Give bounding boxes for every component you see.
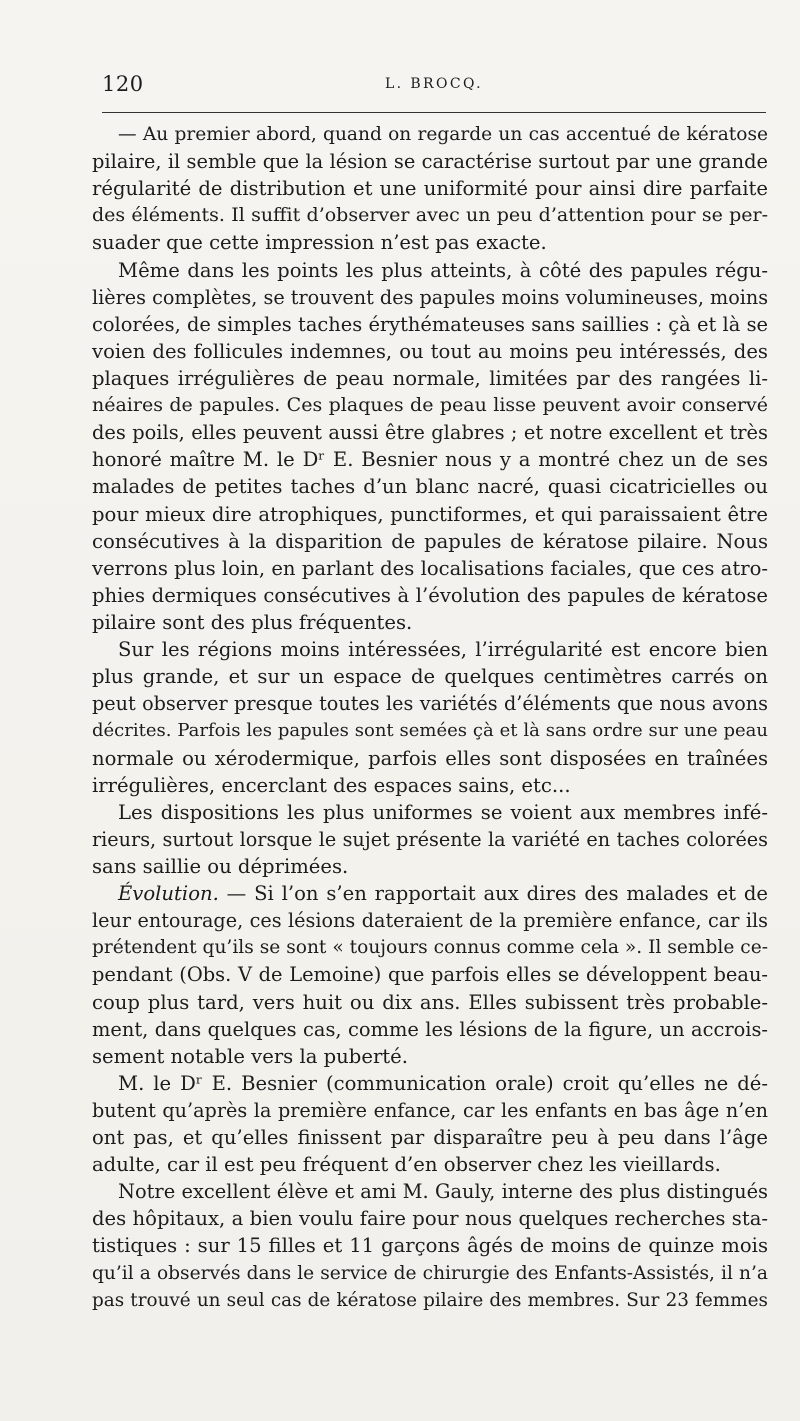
text-line: Notre excellent élève et ami M. Gauly, interne des plus distingués <box>118 1180 768 1204</box>
text-line: néaires de papules. Ces plaques de peau lisse peuvent avoir conservé <box>92 394 768 417</box>
text-line: lières complètes, se trouvent des papules moins volumineuses, moins <box>92 285 769 309</box>
text-line: régularité de distribution et une uniformité pour ainsi dire parfaite <box>92 177 768 201</box>
text-line: coup plus tard, vers huit ou dix ans. Elles subissent très probable- <box>92 990 768 1014</box>
text-line: adulte, car il est peu fréquent d’en observer chez les vieillards. <box>92 1153 721 1177</box>
text-line: décrites. Parfois les papules sont semées çà et là sans ordre sur une peau <box>92 720 768 742</box>
text-line: Sur les régions moins intéressées, l’irrégularité est encore bien <box>118 638 768 662</box>
text-line: irrégulières, encerclant des espaces sains, etc... <box>92 773 571 797</box>
text-line: pour mieux dire atrophiques, punctiformes, et qui paraissaient être <box>92 502 768 526</box>
text-line: des poils, elles peuvent aussi être glabres ; et notre excellent et très <box>92 421 768 445</box>
text-line: peut observer presque toutes les variétés d’éléments que nous avons <box>92 692 768 716</box>
text-line: tistiques : sur 15 filles et 11 garçons âgés de moins de quinze mois <box>92 1234 768 1258</box>
text-line: normale ou xérodermique, parfois elles sont disposées en traînées <box>92 746 768 770</box>
text-line: pendant (Obs. V de Lemoine) que parfois elles se développent beau- <box>92 963 768 987</box>
text-line: prétendent qu’ils se sont « toujours connus comme cela ». Il semble ce- <box>92 937 768 959</box>
text-line: rieurs, surtout lorsque le sujet présente la variété en taches colorées <box>92 827 768 851</box>
text-line: Les dispositions les plus uniformes se voient aux membres infé- <box>118 800 768 824</box>
text-line: ont pas, et qu’elles finissent par disparaître peu à peu dans l’âge <box>92 1126 768 1150</box>
text-line: butent qu’après la première enfance, car les enfants en bas âge n’en <box>92 1098 768 1122</box>
text-line: pilaire, il semble que la lésion se caractérise surtout par une grande <box>92 150 768 174</box>
text-line: sans saillie ou déprimées. <box>92 854 349 878</box>
header-rule <box>102 112 766 113</box>
body-text <box>92 121 768 1314</box>
text-line: malades de petites taches d’un blanc nacré, quasi cicatricielles ou <box>92 475 768 499</box>
text-line: — Au premier abord, quand on regarde un cas accentué de kératose <box>118 124 768 145</box>
text-line: pilaire sont des plus fréquentes. <box>92 610 413 634</box>
text-line: Évolution. — Si l’on s’en rapportait aux dires des malades et de <box>118 882 768 906</box>
text-line: leur entourage, ces lésions dateraient de la première enfance, car ils <box>92 909 768 933</box>
text-line: M. le Dʳ E. Besnier (communication orale) croit qu’elles ne dé- <box>118 1071 768 1095</box>
text-line: suader que cette impression n’est pas exacte. <box>92 231 547 255</box>
text-line: colorées, de simples taches érythémateuses sans saillies : çà et là se <box>92 312 768 336</box>
text-line: plaques irrégulières de peau normale, limitées par des rangées li- <box>92 366 768 390</box>
text-line: des hôpitaux, a bien voulu faire pour nous quelques recherches sta- <box>92 1207 768 1231</box>
text-line: pas trouvé un seul cas de kératose pilaire des membres. Sur 23 femmes <box>92 1289 768 1311</box>
text-line: consécutives à la disparition de papules de kératose pilaire. Nous <box>92 529 768 553</box>
section-heading: Évolution. <box>118 882 219 906</box>
text-line: plus grande, et sur un espace de quelques centimètres carrés on <box>92 665 768 689</box>
text-line: des éléments. Il suffit d’observer avec un peu d’attention pour se per- <box>92 204 768 227</box>
running-title: L. BROCQ. <box>384 76 484 92</box>
text-line: verrons plus loin, en parlant des localisations faciales, que ces atro- <box>92 556 768 580</box>
text-line: voien des follicules indemnes, ou tout au moins peu intéressés, des <box>92 339 768 363</box>
text-line: Même dans les points les plus atteints, à côté des papules régu- <box>118 258 768 282</box>
text-line: qu’il a observés dans le service de chirurgie des Enfants-Assistés, il n’a <box>92 1262 768 1284</box>
text-line: ment, dans quelques cas, comme les lésions de la figure, un accrois- <box>92 1017 768 1041</box>
text-line: sement notable vers la puberté. <box>92 1044 409 1068</box>
text-line: phies dermiques consécutives à l’évolution des papules de kératose <box>92 583 768 607</box>
text-line: honoré maître M. le Dʳ E. Besnier nous y a montré chez un de ses <box>92 448 768 472</box>
page-number: 120 <box>102 72 144 96</box>
running-head <box>102 72 766 102</box>
